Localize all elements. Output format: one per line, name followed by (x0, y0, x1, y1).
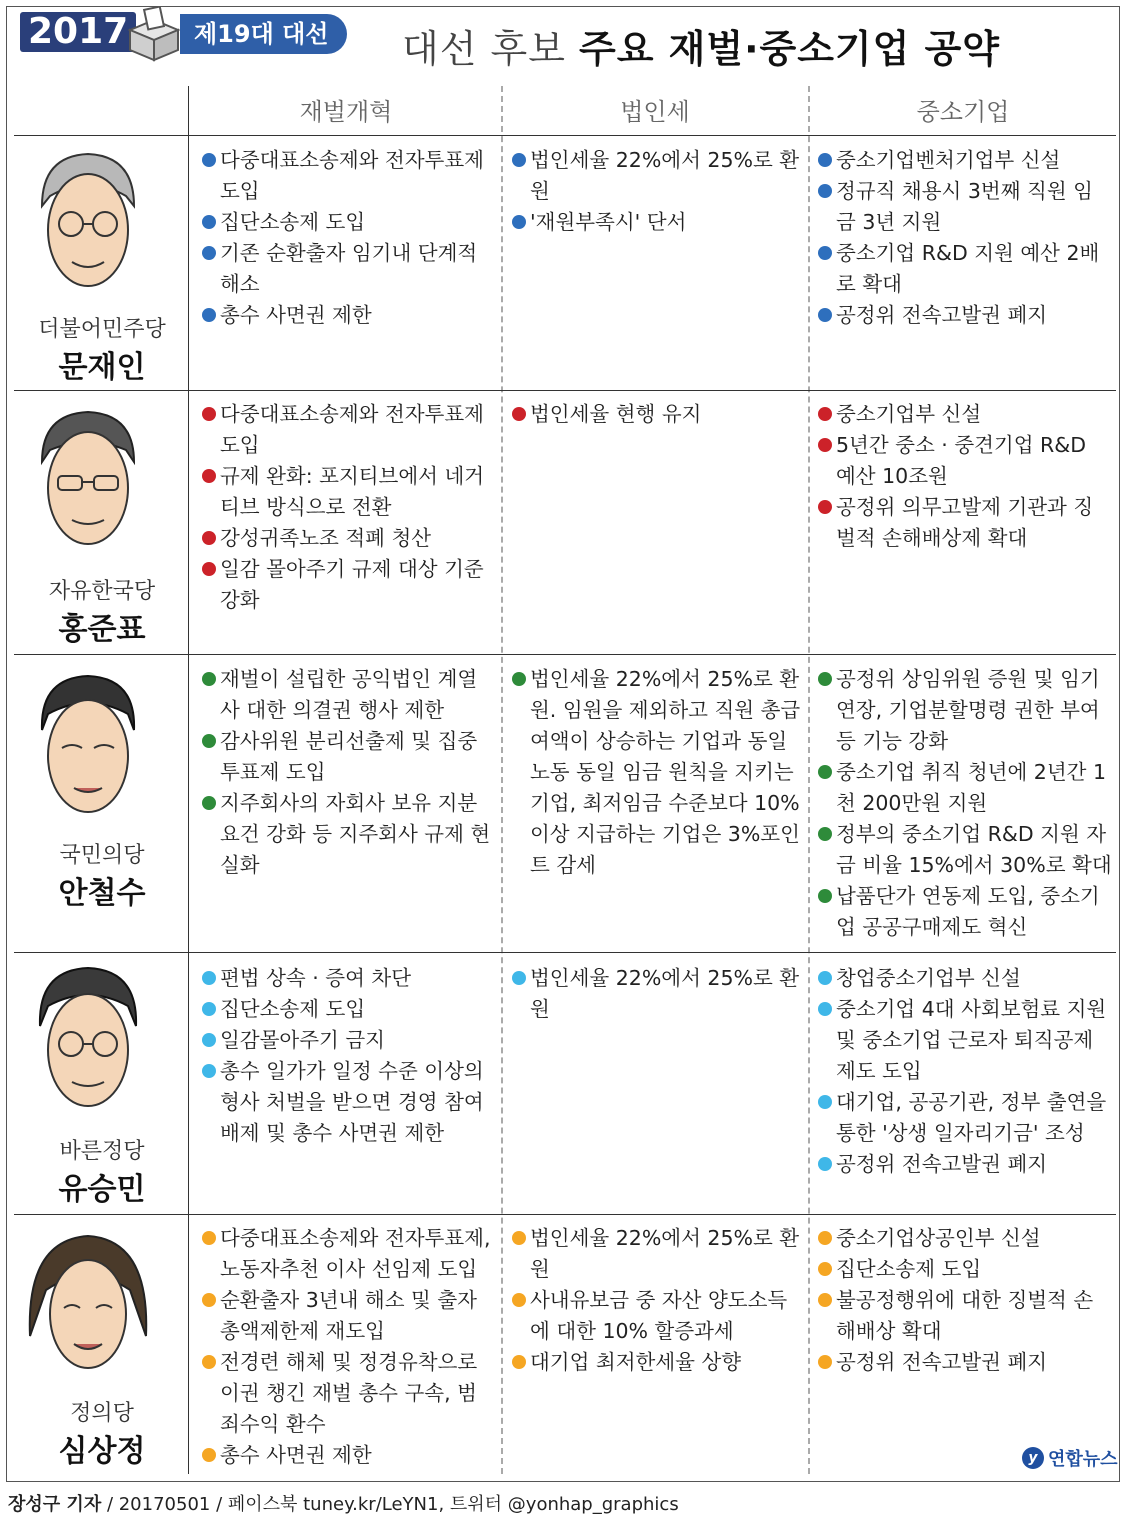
header (6, 6, 1120, 78)
reporter-name: 장성구 기자 (8, 1494, 102, 1515)
pledge-item: 일감몰아주기 금지 (202, 1025, 494, 1056)
pledge-item: 다중대표소송제와 전자투표제 도입 (202, 399, 494, 461)
pledge-item: 불공정행위에 대한 징벌적 손해배상 확대 (818, 1285, 1112, 1347)
pledge-item: 집단소송제 도입 (818, 1254, 1112, 1285)
pledge-item: 총수 사면권 제한 (202, 300, 494, 331)
pledge-item: 전경련 해체 및 정경유착으로 이권 챙긴 재벌 총수 구속, 범죄수익 환수 (202, 1347, 494, 1440)
pledge-cell-corporate-tax (512, 664, 802, 881)
candidate-name: 홍준표 (58, 612, 146, 647)
row-divider (14, 952, 1116, 953)
row-divider (14, 654, 1116, 655)
pledge-item: 중소기업 4대 사회보험료 지원 및 중소기업 근로자 퇴직공제제도 도입 (818, 994, 1112, 1087)
election-badge (12, 6, 352, 64)
pledge-cell-sme (818, 664, 1112, 943)
party-label: 정의당 (70, 1401, 134, 1426)
pledge-item: 지주회사의 자회사 보유 지분 요건 강화 등 지주회사 규제 현실화 (202, 788, 494, 881)
pledge-item: 공정위 의무고발제 기관과 징벌적 손해배상제 확대 (818, 492, 1112, 554)
party-label: 자유한국당 (48, 579, 156, 604)
candidate-portrait (22, 960, 152, 1120)
candidate-name: 유승민 (58, 1172, 146, 1207)
yonhap-logo-icon: y (1022, 1447, 1044, 1469)
pledge-item: 집단소송제 도입 (202, 994, 494, 1025)
candidate-name: 안철수 (58, 876, 146, 911)
year-label: 2017 (20, 12, 136, 52)
pledge-item: 감사위원 분리선출제 및 집중투표제 도입 (202, 726, 494, 788)
pledge-item: 법인세율 22%에서 25%로 환원. 임원을 제외하고 직원 총급여액이 상승하는 기업과 동일노동 동일 임금 원칙을 지키는 기업, 최저임금 수준보다 10% 이상 지급하는 기업은 3%포인트 감세 (512, 664, 802, 881)
credit-details: / 20170501 / 페이스북 tuney.kr/LeYN1, 트위터 @yonhap_graphics (101, 1494, 679, 1515)
candidate-portrait (22, 144, 152, 304)
pledge-cell-sme (818, 145, 1112, 331)
pledge-item: 법인세율 현행 유지 (512, 399, 802, 430)
party-label: 바른정당 (59, 1139, 145, 1164)
credit-line (8, 1490, 679, 1516)
column-header-sme: 중소기업 (916, 98, 1010, 126)
pledge-item: 다중대표소송제와 전자투표제 도입 (202, 145, 494, 207)
pledge-item: 순환출자 3년내 해소 및 출자총액제한제 재도입 (202, 1285, 494, 1347)
pledge-item: 법인세율 22%에서 25%로 환원 (512, 1223, 802, 1285)
pledge-item: 중소기업상공인부 신설 (818, 1223, 1112, 1254)
column-divider (808, 86, 810, 1474)
pledge-item: 다중대표소송제와 전자투표제, 노동자추천 이사 선임제 도입 (202, 1223, 494, 1285)
candidate-portrait (22, 1226, 152, 1386)
ballot-box-icon (124, 6, 184, 62)
candidate-name: 문재인 (58, 350, 146, 385)
pledge-item: 일감 몰아주기 규제 대상 기준 강화 (202, 554, 494, 616)
pledge-item: 규제 완화: 포지티브에서 네거티브 방식으로 전환 (202, 461, 494, 523)
election-label: 제19대 대선 (180, 14, 347, 54)
pledge-item: 집단소송제 도입 (202, 207, 494, 238)
pledge-item: 정부의 중소기업 R&D 지원 자금 비율 15%에서 30%로 확대 (818, 819, 1112, 881)
pledge-cell-corporate-tax (512, 963, 802, 1025)
pledge-item: 중소기업 취직 청년에 2년간 1천 200만원 지원 (818, 757, 1112, 819)
pledge-item: 대기업, 공공기관, 정부 출연을 통한 '상생 일자리기금' 조성 (818, 1087, 1112, 1149)
candidate-portrait (22, 666, 152, 826)
pledge-item: 법인세율 22%에서 25%로 환원 (512, 963, 802, 1025)
party-label: 더불어민주당 (38, 317, 166, 342)
pledge-cell-chaebol (202, 1223, 494, 1471)
row-divider (14, 390, 1116, 391)
candidate-name: 심상정 (58, 1434, 146, 1469)
pledge-item: 5년간 중소 · 중견기업 R&D 예산 10조원 (818, 430, 1112, 492)
pledge-item: 사내유보금 중 자산 양도소득에 대한 10% 할증과세 (512, 1285, 802, 1347)
pledge-item: 강성귀족노조 적폐 청산 (202, 523, 494, 554)
pledge-cell-chaebol (202, 145, 494, 331)
pledge-item: 법인세율 22%에서 25%로 환원 (512, 145, 802, 207)
pledge-cell-corporate-tax (512, 399, 802, 430)
pledge-cell-chaebol (202, 399, 494, 616)
column-header-corporate-tax: 법인세 (620, 98, 690, 126)
pledge-item: 공정위 전속고발권 폐지 (818, 1347, 1112, 1378)
column-divider (501, 86, 503, 1474)
pledge-item: 공정위 전속고발권 폐지 (818, 1149, 1112, 1180)
row-divider (14, 135, 1116, 136)
pledge-cell-sme (818, 963, 1112, 1180)
pledge-cell-chaebol (202, 963, 494, 1149)
pledge-item: 중소기업 R&D 지원 예산 2배로 확대 (818, 238, 1112, 300)
row-divider (14, 1214, 1116, 1215)
pledge-item: 공정위 전속고발권 폐지 (818, 300, 1112, 331)
pledge-item: 총수 일가가 일정 수준 이상의 형사 처벌을 받으면 경영 참여 배제 및 총수 사면권 제한 (202, 1056, 494, 1149)
pledge-item: '재원부족시' 단서 (512, 207, 802, 238)
pledge-item: 편법 상속 · 증여 차단 (202, 963, 494, 994)
pledge-cell-corporate-tax (512, 145, 802, 238)
pledge-cell-sme (818, 1223, 1112, 1378)
pledge-item: 창업중소기업부 신설 (818, 963, 1112, 994)
pledge-item: 재벌이 설립한 공익법인 계열사 대한 의결권 행사 제한 (202, 664, 494, 726)
pledge-cell-chaebol (202, 664, 494, 881)
pledge-item: 기존 순환출자 임기내 단계적 해소 (202, 238, 494, 300)
pledge-item: 총수 사면권 제한 (202, 1440, 494, 1471)
title-light: 대선 후보 (402, 27, 566, 71)
pledge-item: 중소기업부 신설 (818, 399, 1112, 430)
candidate-portrait (22, 400, 152, 560)
pledge-cell-corporate-tax (512, 1223, 802, 1378)
pledge-item: 정규직 채용시 3번째 직원 임금 3년 지원 (818, 176, 1112, 238)
column-header-chaebol: 재벌개혁 (299, 98, 393, 126)
yonhap-logo-text: 연합뉴스 (1048, 1449, 1118, 1470)
yonhap-logo (1022, 1444, 1118, 1472)
page-title (402, 18, 1000, 73)
pledge-item: 대기업 최저한세율 상향 (512, 1347, 802, 1378)
party-label: 국민의당 (59, 843, 145, 868)
title-bold: 주요 재벌·중소기업 공약 (579, 27, 1000, 71)
column-divider (188, 86, 189, 1474)
pledge-item: 납품단가 연동제 도입, 중소기업 공공구매제도 혁신 (818, 881, 1112, 943)
pledge-item: 중소기업벤처기업부 신설 (818, 145, 1112, 176)
pledge-cell-sme (818, 399, 1112, 554)
pledge-item: 공정위 상임위원 증원 및 임기 연장, 기업분할명령 권한 부여 등 기능 강화 (818, 664, 1112, 757)
